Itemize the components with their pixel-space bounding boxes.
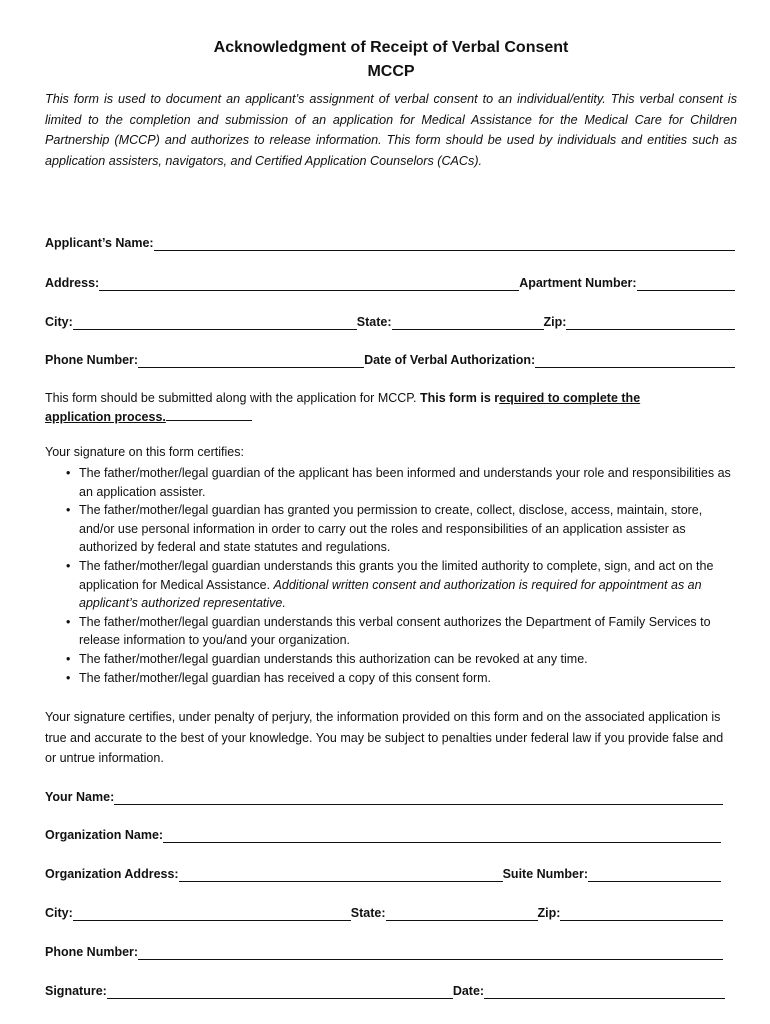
- list-item-text: The father/mother/legal guardian of the applicant has been informed and understands your role and responsibilities as an application assister.: [79, 466, 731, 499]
- date-auth-field[interactable]: [535, 353, 735, 368]
- submit-note-required: equired to complete the application process.: [45, 391, 641, 424]
- submit-note-underline: [166, 408, 252, 421]
- assister-zip-label: Zip:: [537, 906, 561, 920]
- org-address-row: [45, 864, 721, 882]
- bullet-icon: •: [66, 614, 71, 629]
- assister-phone-field[interactable]: [138, 945, 723, 960]
- address-row: [45, 273, 735, 291]
- bullet-icon: •: [66, 558, 71, 573]
- signature-field[interactable]: [107, 984, 453, 999]
- suite-field[interactable]: [588, 867, 721, 882]
- list-item-italic: Additional written consent and authorization is required for appointment as an applicant’s authorized representative.: [79, 577, 702, 611]
- state-field[interactable]: [392, 315, 544, 330]
- your-name-field[interactable]: [114, 790, 723, 805]
- suite-label: Suite Number:: [502, 867, 589, 881]
- org-address-label: Organization Address:: [45, 867, 179, 881]
- signature-row: [45, 981, 725, 999]
- certifies-section: [45, 443, 737, 687]
- applicant-name-label: Applicant’s Name:: [45, 236, 154, 250]
- applicant-name-row: [45, 233, 735, 251]
- bullet-icon: •: [66, 651, 71, 666]
- assister-phone-row: [45, 942, 723, 960]
- list-item-text: The father/mother/legal guardian understands this authorization can be revoked at any time.: [79, 651, 588, 666]
- list-item: [66, 557, 737, 613]
- assister-zip-field[interactable]: [560, 906, 723, 921]
- apartment-field[interactable]: [637, 276, 735, 291]
- list-item-text: The father/mother/legal guardian has granted you permission to create, collect, disclose, access, maintain, store, and/or use personal information in order to carry out the roles and responsibilities of an application assister as authorized by federal and state statutes and regulations.: [79, 503, 703, 555]
- form-subtitle: MCCP: [367, 63, 415, 80]
- date-auth-label: Date of Verbal Authorization:: [364, 353, 536, 367]
- assister-city-row: [45, 903, 723, 921]
- submit-note-bold: This form is r: [419, 391, 500, 405]
- submit-note-text: This form should be submitted along with the application for MCCP.: [45, 391, 420, 405]
- phone-field[interactable]: [138, 353, 364, 368]
- city-label: City:: [45, 315, 73, 329]
- list-item: [66, 464, 737, 501]
- bullet-icon: •: [66, 466, 71, 480]
- certifies-intro: Your signature on this form certifies:: [45, 445, 244, 459]
- signature-date-label: Date:: [452, 984, 485, 998]
- list-item-text: The father/mother/legal guardian understands this grants you the limited authority to complete, sign, and act on the application for Medical Assistance.: [79, 558, 714, 592]
- bullet-icon: •: [66, 670, 71, 685]
- org-name-field[interactable]: [163, 828, 721, 843]
- assister-state-label: State:: [350, 906, 386, 920]
- org-address-field[interactable]: [179, 867, 503, 882]
- form-title: Acknowledgment of Receipt of Verbal Consent: [213, 39, 569, 56]
- city-field[interactable]: [73, 315, 357, 330]
- applicant-name-field[interactable]: [154, 236, 735, 251]
- address-field[interactable]: [99, 276, 519, 291]
- list-item: [66, 650, 737, 669]
- submit-note: [45, 389, 705, 427]
- your-name-row: [45, 787, 723, 805]
- org-name-label: Organization Name:: [45, 828, 164, 842]
- apartment-label: Apartment Number:: [519, 276, 637, 290]
- org-name-row: [45, 825, 721, 843]
- signature-label: Signature:: [45, 984, 107, 998]
- assister-city-field[interactable]: [73, 906, 351, 921]
- signature-date-field[interactable]: [484, 984, 725, 999]
- assister-phone-label: Phone Number:: [45, 945, 139, 959]
- phone-date-row: [45, 350, 735, 368]
- list-item: [66, 669, 737, 688]
- assister-state-field[interactable]: [386, 906, 538, 921]
- list-item-text: The father/mother/legal guardian has received a copy of this consent form.: [79, 670, 492, 685]
- state-label: State:: [356, 315, 392, 329]
- perjury-paragraph: Your signature certifies, under penalty of perjury, the information provided on this form and on the associated application is true and accurate to the best of your knowledge. You may be subject to penalties under federal law if you provide false and or untrue information.: [45, 710, 724, 765]
- phone-label: Phone Number:: [45, 353, 139, 367]
- city-state-zip-row: [45, 312, 735, 330]
- certifies-list: [45, 464, 737, 687]
- bullet-icon: •: [66, 503, 71, 518]
- list-item: [66, 613, 737, 650]
- your-name-label: Your Name:: [45, 790, 115, 804]
- zip-field[interactable]: [566, 315, 735, 330]
- consent-form-page: [45, 0, 737, 171]
- intro-paragraph: This form is used to document an applicant’s assignment of verbal consent to an individual/entity. This verbal consent is limited to the completion and submission of an application for Medical Assistance for the Medical Care for Children Partnership (MCCP) and authorizes to release information. This form should be used by individuals and entities such as application assisters, navigators, and Certified Application Counselors (CACs).: [45, 92, 737, 168]
- zip-label: Zip:: [543, 315, 567, 329]
- assister-city-label: City:: [45, 906, 73, 920]
- list-item-text: The father/mother/legal guardian understands this verbal consent authorizes the Department of Family Services to release information to you/and your organization.: [79, 614, 711, 648]
- list-item: [66, 501, 737, 557]
- address-label: Address:: [45, 276, 100, 290]
